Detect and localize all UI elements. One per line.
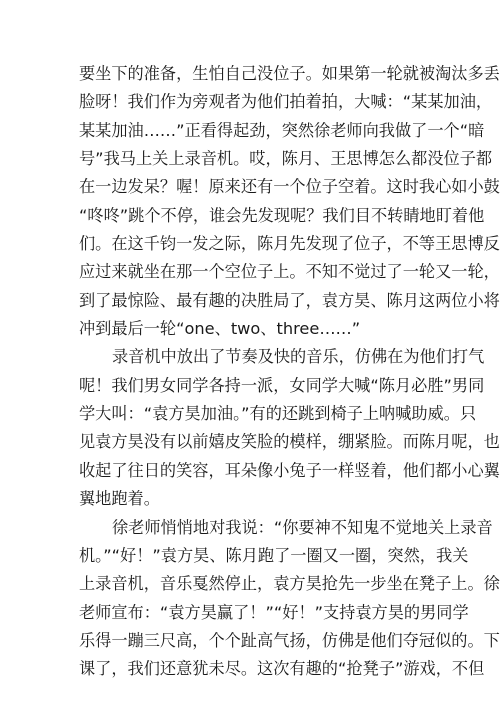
text-line: 收起了往日的笑容，耳朵像小兔子一样竖着，他们都小心翼 bbox=[79, 460, 500, 480]
text-line: 机。”“好！”袁方昊、陈月跑了一圈又一圈，突然，我关 bbox=[79, 545, 469, 565]
text-line: 脸呀！我们作为旁观者为他们拍着拍，大喊：“某某加油， bbox=[79, 92, 493, 112]
text-line: 徐老师悄悄地对我说：“你要神不知鬼不觉地关上录音 bbox=[112, 517, 493, 537]
text-line: 录音机中放出了节奏及快的音乐，仿佛在为他们打气 bbox=[112, 347, 485, 367]
text-line: 要坐下的准备，生怕自己没位子。如果第一轮就被淘汰多丢 bbox=[79, 64, 500, 83]
document-body bbox=[79, 60, 500, 684]
text-line: 在一边发呆？喔！原来还有一个位子空着。这时我心如小鼓 bbox=[79, 177, 500, 197]
text-line: 课了，我们还意犹未尽。这次有趣的“抢凳子”游戏，不但 bbox=[79, 659, 485, 679]
text-line: 应过来就坐在那一个空位子上。不知不觉过了一轮又一轮， bbox=[79, 262, 500, 282]
text-line: 冲到最后一轮“one、two、three……” bbox=[79, 319, 361, 339]
text-line: 乐得一蹦三尺高，个个趾高气扬，仿佛是他们夺冠似的。下 bbox=[79, 630, 500, 650]
text-line: 某某加油……”正看得起劲，突然徐老师向我做了一个“暗 bbox=[79, 120, 485, 140]
text-line: 翼地跑着。 bbox=[79, 489, 160, 509]
text-line: 上录音机，音乐戛然停止，袁方昊抢先一步坐在凳子上。徐 bbox=[79, 574, 500, 594]
paragraph-1 bbox=[79, 60, 500, 343]
text-line: 呢！我们男女同学各持一派，女同学大喊“陈月必胜”男同 bbox=[79, 375, 485, 395]
text-line: 老师宣布：“袁方昊赢了！”“好！”支持袁方昊的男同学 bbox=[79, 602, 469, 622]
text-line: 到了最惊险、最有趣的决胜局了，袁方昊、陈月这两位小将 bbox=[79, 290, 500, 310]
paragraph-2 bbox=[79, 343, 500, 513]
text-line: 学大叫：“袁方昊加油。”有的还跳到椅子上呐喊助威。只 bbox=[79, 404, 477, 424]
text-line: “咚咚”跳个不停，谁会先发现呢？我们目不转睛地盯着他 bbox=[79, 205, 485, 225]
paragraph-3 bbox=[79, 514, 500, 684]
text-line: 号”我马上关上录音机。哎，陈月、王思博怎么都没位子都 bbox=[79, 149, 493, 169]
text-line: 见袁方昊没有以前嬉皮笑脸的模样，绷紧脸。而陈月呢，也 bbox=[79, 432, 500, 452]
text-line: 们。在这千钧一发之际，陈月先发现了位子，不等王思博反 bbox=[79, 234, 500, 254]
